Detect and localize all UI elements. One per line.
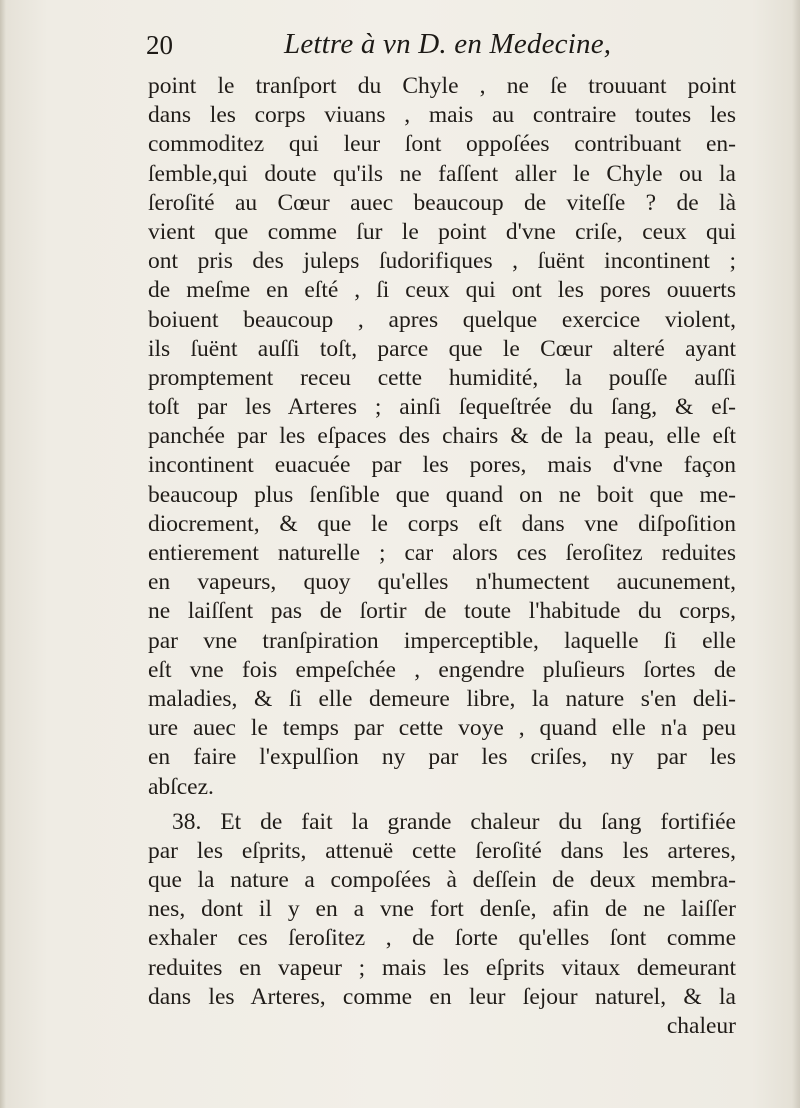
text-line: ont pris des juleps ſudorifiques , ſuënt incontinent ; [148, 248, 736, 275]
text-line: ure auec le temps par cette voye , quand elle n'a peu [148, 715, 736, 742]
text-line: ils ſuënt auſſi toſt, parce que le Cœur alteré ayant [148, 335, 736, 362]
text-line: maladies, & ſi elle demeure libre, la nature s'en deli- [148, 685, 736, 712]
text-line: diocrement, & que le corps eſt dans vne diſpoſition [148, 510, 736, 537]
text-line: beaucoup plus ſenſible que quand on ne boit que me- [148, 481, 736, 508]
text-line: que la nature a compoſées à deſſein de deux membra- [148, 867, 736, 894]
page-left-shadow [0, 0, 6, 1108]
text-line: par les eſprits, attenuë cette ſeroſité dans les arteres, [148, 837, 736, 864]
text-line: entierement naturelle ; car alors ces ſeroſitez reduites [148, 540, 736, 566]
text-line: 38. Et de fait la grande chaleur du ſang fortifiée [172, 808, 736, 835]
text-line: en vapeurs, quoy qu'elles n'humectent aucunement, [148, 569, 736, 596]
text-line: promptement receu cette humidité, la pouſſe auſſi [148, 364, 736, 391]
text-line: exhaler ces ſeroſitez , de ſorte qu'elles ſont comme [148, 925, 736, 952]
running-title: Lettre à vn D. en Medecine, [284, 28, 612, 60]
body-text [148, 72, 736, 1041]
text-line: nes, dont il y en a vne fort denſe, afin de ne laiſſer [148, 896, 736, 923]
text-line: vient que comme ſur le point d'vne criſe, ceux qui [148, 218, 736, 245]
running-head [146, 28, 746, 68]
text-line: toſt par les Arteres ; ainſi ſequeſtrée du ſang, & eſ- [148, 394, 736, 421]
text-line: incontinent euacuée par les pores, mais d'vne façon [148, 452, 736, 479]
catchword: chaleur [666, 1013, 736, 1039]
text-line: ſemble,qui doute qu'ils ne faſſent aller le Chyle ou la [148, 160, 736, 187]
text-line: commoditez qui leur ſont oppoſées contribuant en- [148, 131, 736, 158]
text-line: de meſme en eſté , ſi ceux qui ont les pores ouuerts [148, 277, 736, 304]
text-line: point le tranſport du Chyle , ne ſe trouuant point [148, 73, 736, 99]
text-line: ne laiſſent pas de ſortir de toute l'habitude du corps, [148, 598, 736, 625]
text-line: dans les corps viuans , mais au contraire toutes les [148, 102, 736, 129]
text-line: dans les Arteres, comme en leur ſejour naturel, & la [148, 983, 736, 1010]
paragraph-1 [148, 72, 736, 802]
text-line: abſcez. [148, 773, 214, 800]
text-line: ſeroſité au Cœur auec beaucoup de viteſſe ? de là [148, 189, 736, 216]
paragraph-2 [148, 808, 736, 1012]
text-line: reduites en vapeur ; mais les eſprits vitaux demeurant [148, 954, 736, 981]
text-line: panchée par les eſpaces des chairs & de la peau, elle eſt [148, 423, 736, 450]
text-line: eſt vne fois empeſchée , engendre pluſieurs ſortes de [148, 656, 736, 683]
text-line: en faire l'expulſion ny par les criſes, ny par les [148, 744, 736, 771]
page-number: 20 [146, 30, 173, 60]
text-line: boiuent beaucoup , apres quelque exercice violent, [148, 306, 736, 333]
page-right-shadow [792, 0, 800, 1108]
text-line: par vne tranſpiration imperceptible, laquelle ſi elle [148, 627, 736, 654]
